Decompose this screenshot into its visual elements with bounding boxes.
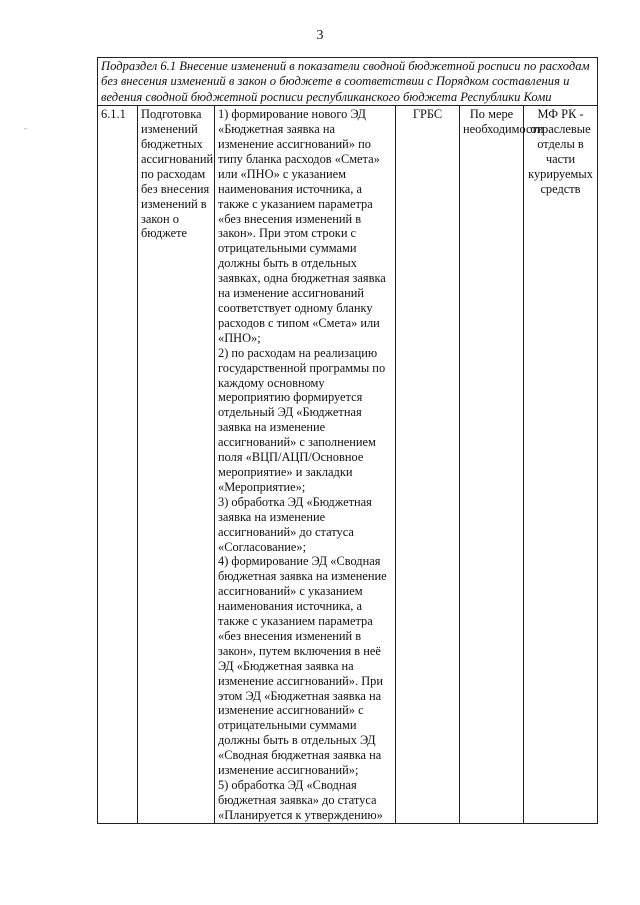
description-step-4: 4) формирование ЭД «Сводная бюджетная заявка на изменение ассигнований» с указанием наименования источника, а также с указанием параметра «без внесения изменений в закон», путем включения в неё ЭД «Бюджетная заявка на изменение ассигнований». При этом ЭД «Бюджетная заявка на изменение ассигнований» с отрицательными суммами должны быть в отдельных ЭД «Сводная бюджетная заявка на изменение ассигнований»; [218,554,387,778]
row-number: 6.1.1 [98,106,138,824]
description-step-1: 1) формирование нового ЭД «Бюджетная заявка на изменение ассигнований» по типу бланка расходов «Смета» или «ПНО» с указанием наименования источника, а также с указанием параметра «без внесения изменений в закон». При этом строки с отрицательными суммами должны быть в отдельных заявках, одна бюджетная заявка на изменение ассигнований соответствует одному бланку расходов с типом «Смета» или «ПНО»; [218,107,386,345]
row-executor: ГРБС [396,106,460,824]
description-step-3: 3) обработка ЭД «Бюджетная заявка на изменение ассигнований» до статуса «Согласование»; [218,494,372,554]
page-number: 3 [316,28,324,43]
scan-mark: - [24,123,27,133]
subsection-header-row [98,58,598,106]
row-name: Подготовка изменений бюджетных ассигнований по расходам без внесения изменений в закон о бюджете [138,106,215,824]
procedure-table [97,57,598,824]
table-row [98,106,598,824]
description-step-2: 2) по расходам на реализацию государственной программы по каждому основному мероприятию формируется отдельный ЭД «Бюджетная заявка на изменение ассигнований» с заполнением поля «ВЦП/АЦП/Основное мероприятие» и закладки «Мероприятие»; [218,345,386,494]
row-description [215,106,396,824]
row-term: По мере необходимости [460,106,524,824]
description-step-5: 5) обработка ЭД «Сводная бюджетная заявка» до статуса «Планируется к утверждению» [218,778,383,822]
row-responsible: МФ РК - отраслевые отделы в части курируемых средств [524,106,598,824]
subsection-title: Подраздел 6.1 Внесение изменений в показатели сводной бюджетной росписи по расходам без внесения изменений в закон о бюджете в соответствии с Порядком составления и ведения сводной бюджетной росписи республиканского бюджета Республики Коми [98,58,598,106]
